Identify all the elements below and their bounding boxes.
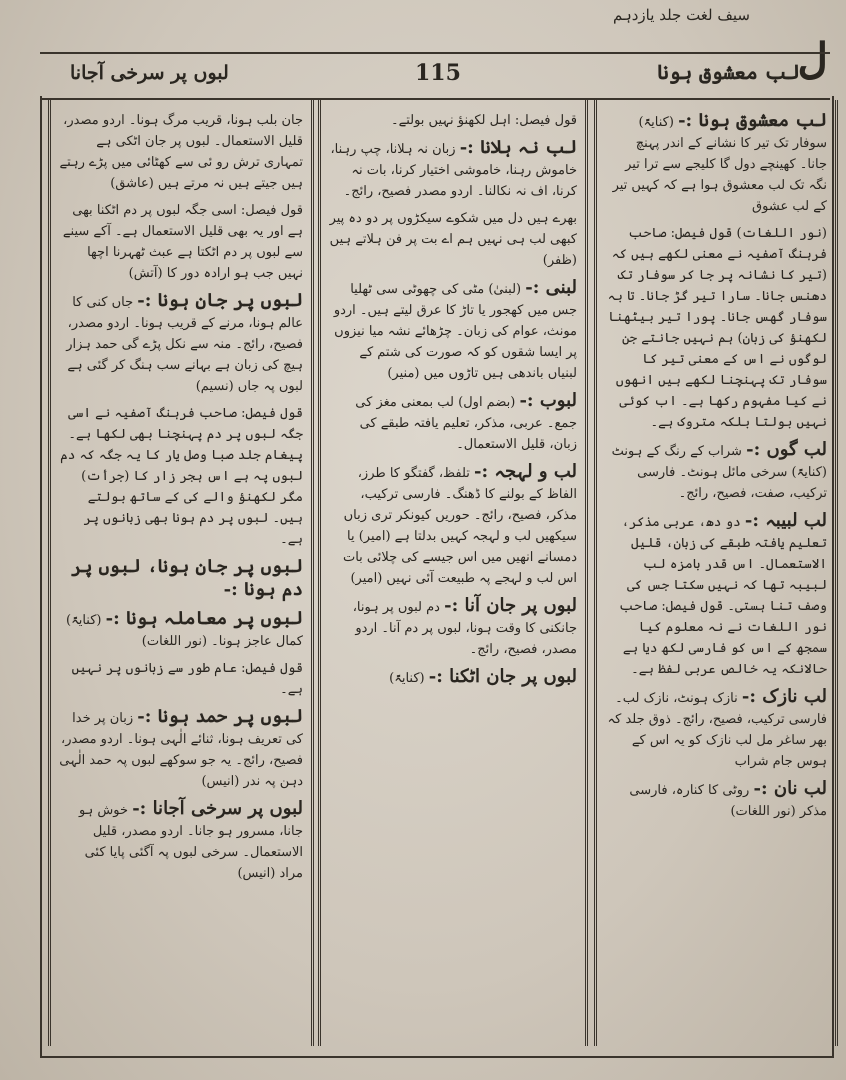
entry-headword: لبوں پر جان اٹکنا :-	[428, 666, 577, 687]
dictionary-entry	[59, 290, 303, 397]
entry-body: جان بلب ہونا، قریب مرگ ہونا۔ اردو مصدر، قلیل الاستعمال۔ لبوں پر جان اٹکی ہے تمہاری ترش رو ئی سے کھٹائی میں پڑے رہتے ہیں جیتے ہیں نہ مرتے ہیں (عاشق)	[59, 113, 303, 191]
dictionary-entry	[59, 608, 303, 652]
entry-body: قول فیصل: صاحب فرہنگ آصفیہ نے اسی جگہ لبوں پر دم پہنچنا بھی لکھا ہے۔ پیغام جلد صبا وصل یار کا یہ جگہ کہ دم لبوں پہ ہے اس ہجر زار کا (جرأت) مگر لکھنؤ والے کی کے ساتھ بولتے ہیں۔ لبوں پر دم ہونا بھی زبانوں پر ہے۔	[60, 406, 303, 547]
dictionary-entry	[59, 658, 303, 700]
dictionary-entry	[605, 686, 827, 772]
dictionary-entry	[59, 200, 303, 284]
entry-body: (نور اللغات) قول فیصل: صاحب فرہنگ آصفیہ نے معنی لکھے ہیں کہ (تیر کا نشانہ پر جا کر سوفار تک دھنس جانا۔ سارا تیر گڑ جانا۔ تا بہ سوفار گھس جانا۔ پورا تیر بیٹھنا لکھنؤ کی زبان) ہم نہیں جانتے جن لوگوں نے اس کے معنی تیر کا سوفار تک پہنچنا لکھے ہیں انھوں نے کیا مفہوم رکھا ہے۔ اب کوئی نہیں بولتا بلکہ متروک ہے۔	[607, 226, 827, 430]
page-header	[40, 52, 830, 100]
entry-headword: لبوں پر جان آنا :-	[444, 595, 577, 616]
entry-headword: لبوب :-	[519, 390, 577, 411]
dictionary-entry	[605, 778, 827, 822]
dictionary-entry	[329, 110, 577, 131]
entry-headword: لب گوں :-	[746, 439, 827, 460]
entry-body: بھرے ہیں دل میں شکوے سیکڑوں پر دو دہ پیر کبھی لب ہی نہیں ہم اے بت پر فن ہلاتے ہیں (ظفر)	[329, 211, 577, 268]
dictionary-entry	[329, 390, 577, 455]
column-middle	[318, 100, 588, 1046]
entry-body: (کنایۃً)	[389, 671, 425, 686]
entry-headword: لبوں پر سرخی آجانا :-	[132, 798, 303, 819]
entry-headword: لب نہ ہلانا :-	[459, 137, 577, 158]
entry-body: زبان نہ ہلانا، چپ رہنا، خاموش رہنا، خاموشی اختیار کرنا، بات نہ کرنا، اف نہ نکالنا۔ اردو مصدر فصیح، رائج۔	[330, 142, 577, 199]
entry-body: (کنایۃً) سوفار تک تیر کا نشانے کے اندر پہنچ جانا۔ کھینچے دول گا کلیجے سے ترا تیر نگہ تک لب معشوق ہوا ہے کہ کہیں تیر کے لب عشوق	[612, 115, 827, 214]
entry-body: تلفظ، گفتگو کا طرز، الفاظ کے بولنے کا ڈھنگ۔ فارسی ترکیب، مذکر، فصیح، رائج۔ حوریں کیونکر تری زباں سیکھیں لب و لہجہ کہیں بدلتا ہے (امیر) یا دمسانے انھیں میں اس جیسے کی چلائی بات اس لب و لہجے پہ طبیعت آئی نہیں (امیر)	[342, 466, 577, 586]
entry-body: (کنایۃً) کمال عاجز ہونا۔ (نور اللغات)	[66, 613, 303, 649]
entry-body: قول فیصل: اہل لکھنؤ نہیں بولتے۔	[390, 113, 577, 128]
dictionary-entry	[329, 208, 577, 271]
entry-headword: لب نازک :-	[741, 686, 827, 707]
dictionary-entry	[329, 595, 577, 660]
dictionary-entry	[59, 556, 303, 602]
entry-body: شراب کے رنگ کے ہونٹ (کنایۃً) سرخی مائل ہونٹ۔ فارسی ترکیب، صفت، فصیح، رائج۔	[611, 444, 827, 501]
dictionary-entry	[329, 666, 577, 689]
entry-body: خوش ہو جانا، مسرور ہو جانا۔ اردو مصدر، قلیل الاستعمال۔ سرخی لبوں پہ آگئی پایا کئی مراد (انیس)	[78, 803, 303, 881]
entry-body: نازک ہونٹ، نازک لب۔ فارسی ترکیب، فصیح، رائج۔ ذوق جلد کہ بھر ساغر مل لب نازک کو یہ اس کے ہوس جام شراب	[607, 691, 827, 769]
dictionary-entry	[605, 439, 827, 504]
section-letter: ل	[797, 34, 828, 83]
entry-headword: لبوں پر حمد ہونا :-	[137, 706, 303, 727]
dictionary-entry	[329, 137, 577, 202]
dictionary-entry	[59, 706, 303, 792]
column-left	[48, 100, 314, 1046]
dictionary-entry	[59, 403, 303, 550]
column-right	[594, 100, 838, 1046]
dictionary-entry	[59, 110, 303, 194]
dictionary-entry	[605, 510, 827, 680]
entry-body: (لبنیٰ) مٹی کی چھوٹی سی ٹھلیا جس میں کھجور یا تاڑ کا عرق لیتے ہیں۔ اردو مونث، عوام کی زبان۔ چڑھائے نشہ میا نیزوں پر ایسا شقوں کو کہ صورت کی شتم کے لبنیاں باندھی ہیں تاڑوں میں (منیر)	[333, 282, 577, 381]
header-right-title: لب معشوق ہونا	[657, 60, 800, 84]
dictionary-entry	[605, 110, 827, 217]
entry-body: زبان پر خدا کی تعریف ہونا، ثنائے الٰہی ہونا۔ اردو مصدر، فصیح، رائج۔ یہ جو سوکھے لبوں پہ حمد الٰہی دہن پہ ندر (انیس)	[59, 711, 303, 789]
entry-body: دم لبوں پر ہونا، جانکنی کا وقت ہونا، لبوں پر دم آنا۔ اردو مصدر، فصیح، رائج۔	[352, 600, 577, 657]
dictionary-entry	[59, 798, 303, 884]
dictionary-entry	[329, 277, 577, 384]
entry-body: قول فیصل: عام طور سے زبانوں پر نہیں ہے۔	[71, 661, 303, 697]
entry-headword: لب معشوق ہونا :-	[678, 110, 827, 131]
entry-headword: لب و لہجہ :-	[474, 461, 577, 482]
entry-body: دو دھ، عربی مذکر، تعلیم یافتہ طبقے کی زبان، قلیل الاستعمال۔ اس قدر بامزہ لب لبیبہ تھا کہ نہیں سکتا جس کی وصف تنا ہستی۔ قول فیصل: صاحب نور اللغات نے نہ معلوم کیا سمجھ کے اس کو فارسی لکھ دیا ہے حالانکہ یہ خالص عربی لفظ ہے۔	[619, 515, 827, 677]
volume-note: سیف لغت جلد یازدہم	[612, 6, 750, 24]
entry-headword: لب لبیبہ :-	[744, 510, 827, 531]
page-number: 115	[415, 60, 461, 86]
entry-body: روٹی کا کنارہ، فارسی مذکر (نور اللغات)	[629, 783, 827, 819]
dictionary-entry	[329, 461, 577, 589]
header-left-title: لبوں پر سرخی آجانا	[70, 62, 229, 84]
entry-headword: لب نان :-	[753, 778, 827, 799]
entry-headword: لبوں پر جان ہونا، لبوں پر دم ہونا :-	[71, 556, 303, 600]
entry-body: (بضم اول) لب بمعنی مغز کی جمع۔ عربی، مذکر، تعلیم یافتہ طبقے کی زبان، قلیل الاستعمال۔	[355, 395, 577, 452]
entry-headword: لبوں پر معاملہ ہونا :-	[105, 608, 303, 629]
entry-headword: لبوں پر جان ہونا :-	[137, 290, 303, 311]
entry-body: جاں کنی کا عالم ہونا، مرنے کے قریب ہونا۔ اردو مصدر، فصیح، رائج۔ منہ سے نکل پڑے گی حمد ہزار ہیچ کی زبان ہے بہانے سب ہنگ کر گئی ہے لبوں پہ جاں (نسیم)	[66, 295, 303, 394]
dictionary-entry	[605, 223, 827, 433]
entry-headword: لبنی :-	[525, 277, 577, 298]
entry-body: قول فیصل: اسی جگہ لبوں پر دم اٹکنا بھی ہے اور یہ بھی قلیل الاستعمال ہے۔ آکے سینے سے لبوں پر دم اٹکتا ہے عبث ٹھہرنا اچھا نہیں جب ہو ارادہ دور کا (آتش)	[62, 203, 303, 281]
